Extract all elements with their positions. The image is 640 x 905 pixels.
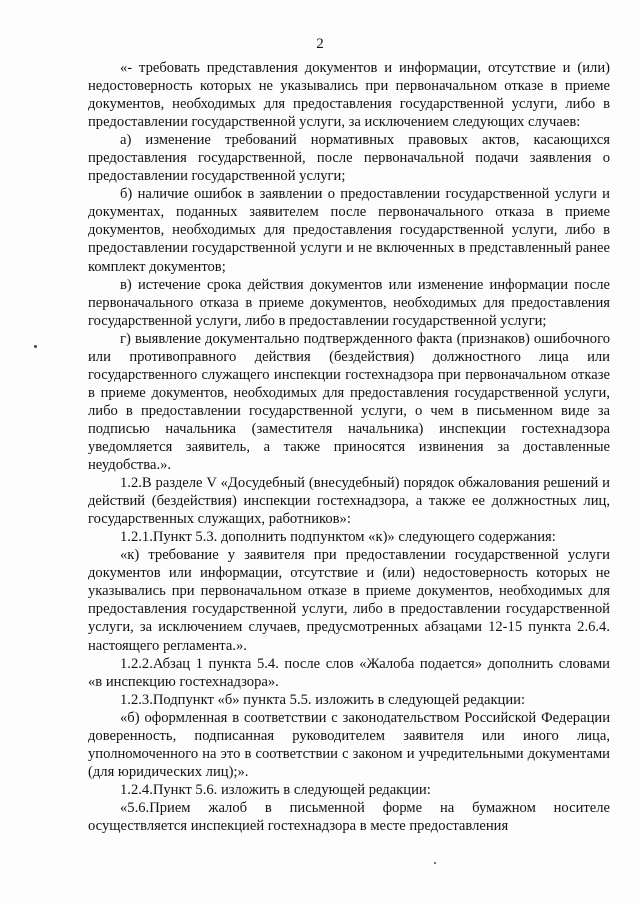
paragraph-case-v: в) истечение срока действия документов или изменение информации после первоначального отказа в приеме документов, необходимых для предоставления государственной услуги, либо в предоставлении государственной услуги; — [88, 276, 610, 329]
paragraph-intro-clause: «- требовать представления документов и информации, отсутствие и (или) недостоверность которых не указывались при первоначальном отказе в приеме документов, необходимых для предоставления государственной услуги, либо в предоставлении государственной услуги, за исключением следующих случаев: — [88, 60, 610, 131]
paragraph-case-b: б) наличие ошибок в заявлении о предоставлении государственной услуги и документах, поданных заявителем после первоначального отказа в приеме документов, необходимых для предоставления государственной услуги, либо в предоставлении государственной услуги и не включенных в представленный ранее комплект документов; — [88, 186, 610, 275]
paragraph-case-g: г) выявление документально подтвержденного факта (признаков) ошибочного или противоправного действия (бездействия) должностного лица или государственного служащего инспекции гостехнадзора при первоначальном отказе в приеме документов, необходимых для предоставления государственной услуги, либо в предоставлении государственной услуги, о чем в письменном виде за подписью начальника (заместителя начальника) инспекции гостехнадзора уведомляется заявитель, а также приносятся извинения за доставленные неудобства.». — [88, 330, 610, 474]
page-number: 2 — [316, 36, 324, 52]
paragraph-case-a: а) изменение требований нормативных правовых актов, касающихся предоставления государственной, после первоначальной подачи заявления о предоставлении государственной услуги; — [88, 132, 610, 185]
paragraph-subclause-k: «к) требование у заявителя при предоставлении государственной услуги документов или информации, отсутствие и (или) недостоверность которых не указывались при первоначальном отказе в приеме документов, необходимых для предоставления государственной услуги, либо в предоставлении государственной услуги, за исключением случаев, предусмотренных абзацами 12-15 пункта 2.6.4. настоящего регламента.». — [88, 547, 610, 654]
paragraph-section-1-2-1: 1.2.1.Пункт 5.3. дополнить подпунктом «к)» следующего содержания: — [120, 529, 556, 546]
scan-speck — [34, 345, 37, 348]
scan-speck — [434, 862, 436, 864]
paragraph-section-1-2: 1.2.В разделе V «Досудебный (внесудебный) порядок обжалования решений и действий (бездействия) инспекции гостехнадзора, а также ее должностных лиц, государственных служащих, работников»: — [88, 475, 610, 528]
paragraph-section-1-2-4: 1.2.4.Пункт 5.6. изложить в следующей редакции: — [120, 781, 431, 798]
paragraph-section-1-2-3: 1.2.3.Подпункт «б» пункта 5.5. изложить в следующей редакции: — [120, 691, 526, 708]
document-body — [88, 59, 610, 835]
paragraph-clause-5-6: «5.6.Прием жалоб в письменной форме на бумажном носителе осуществляется инспекцией гостехнадзора в месте предоставления — [88, 799, 610, 834]
paragraph-subclause-b: «б) оформленная в соответствии с законодательством Российской Федерации доверенность, подписанная руководителем заявителя или иного лица, уполномоченного на это в соответствии с законом и учредительными документами (для юридических лиц);». — [88, 709, 610, 780]
paragraph-section-1-2-2: 1.2.2.Абзац 1 пункта 5.4. после слов «Жалоба подается» дополнить словами «в инспекцию гостехнадзора». — [88, 655, 610, 690]
